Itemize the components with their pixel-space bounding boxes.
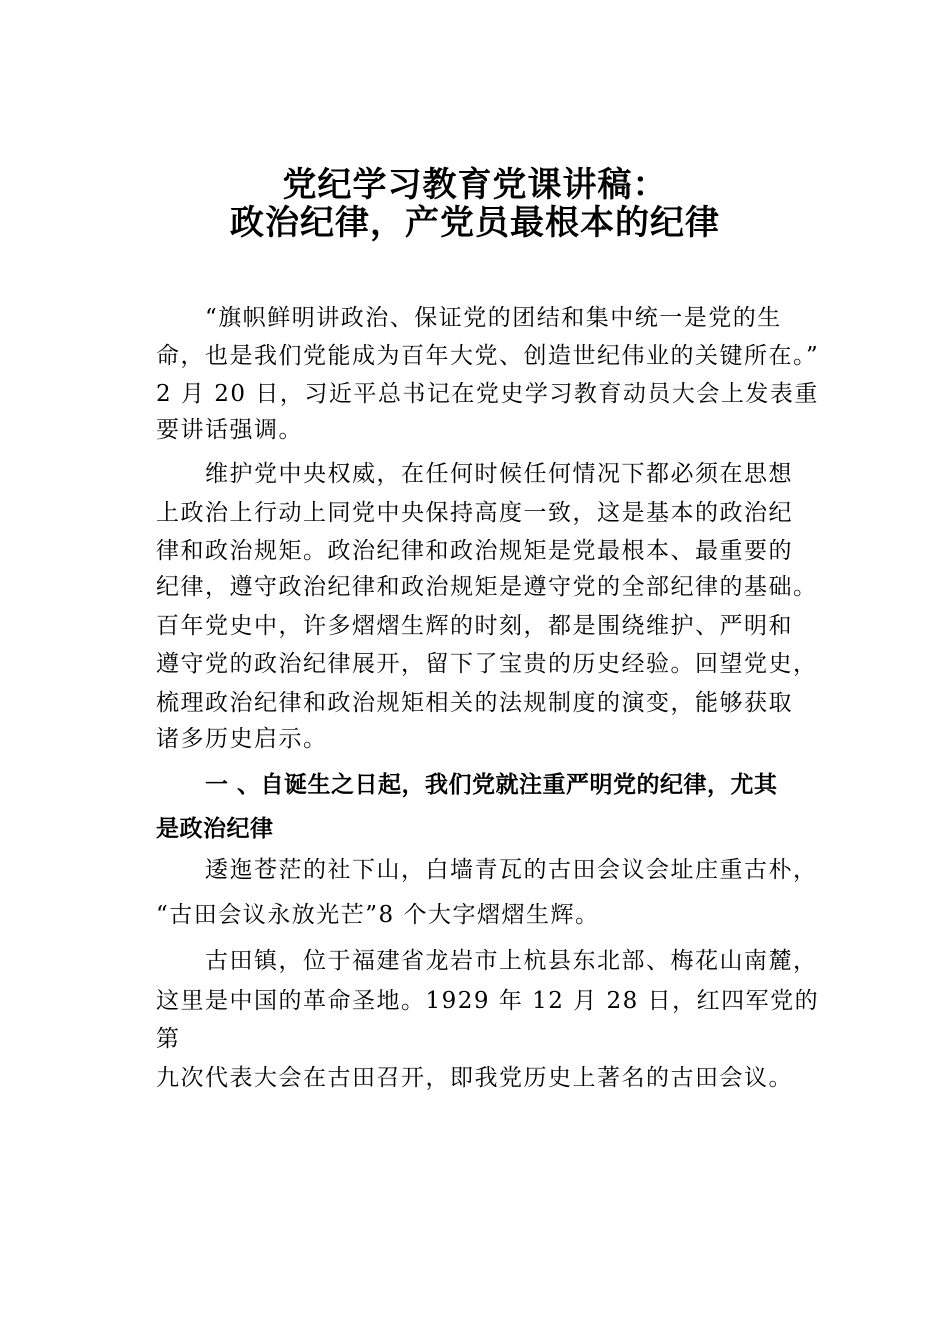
paragraph-2-line-7: 梳理政治纪律和政治规矩相关的法规制度的演变，能够获取 xyxy=(156,690,793,716)
paragraph-2-line-3: 律和政治规矩。政治纪律和政治规矩是党最根本、最重要的 xyxy=(156,538,793,564)
section-heading-line-1: 一 、自诞生之日起，我们党就注重严明党的纪律，尤其 xyxy=(205,772,778,798)
paragraph-2-line-2: 上政治上行动上同党中央保持高度一致，这是基本的政治纪 xyxy=(156,500,793,526)
paragraph-4-line-3: 第 xyxy=(156,1026,181,1052)
paragraph-2-line-5: 百年党史中，许多熠熠生辉的时刻，都是围绕维护、严明和 xyxy=(156,613,793,639)
paragraph-4-line-2: 这里是中国的革命圣地。1929 年 12 月 28 日，红四军党的 xyxy=(156,988,820,1014)
document-title-line-2: 政治纪律，产党员最根本的纪律 xyxy=(230,203,720,243)
paragraph-4-line-1: 古田镇，位于福建省龙岩市上杭县东北部、梅花山南麓， xyxy=(205,948,818,974)
paragraph-1-line-2: 命，也是我们党能成为百年大党、创造世纪伟业的关键所在。” xyxy=(156,343,820,369)
paragraph-2-line-4: 纪律，遵守政治纪律和政治规矩是遵守党的全部纪律的基础。 xyxy=(156,574,818,600)
paragraph-3-line-2: “古田会议永放光芒”8 个大字熠熠生辉。 xyxy=(156,902,600,928)
paragraph-4-line-4: 九次代表大会在古田召开，即我党历史上著名的古田会议。 xyxy=(156,1065,793,1091)
paragraph-1-line-4: 要讲话强调。 xyxy=(156,417,303,443)
paragraph-1-line-1: “旗帜鲜明讲政治、保证党的团结和集中统一是党的生 xyxy=(205,305,782,331)
paragraph-3-line-1: 逶迤苍茫的社下山，白墙青瓦的古田会议会址庄重古朴， xyxy=(205,857,818,883)
paragraph-2-line-8: 诸多历史启示。 xyxy=(156,726,328,752)
paragraph-1-line-3: 2 月 20 日，习近平总书记在党史学习教育动员大会上发表重 xyxy=(156,381,819,407)
paragraph-2-line-1: 维护党中央权威，在任何时候任何情况下都必须在思想 xyxy=(205,461,793,487)
paragraph-2-line-6: 遵守党的政治纪律展开，留下了宝贵的历史经验。回望党史， xyxy=(156,651,818,677)
section-heading-line-2: 是政治纪律 xyxy=(156,816,274,842)
document-title-line-1: 党纪学习教育党课讲稿： xyxy=(282,165,668,205)
